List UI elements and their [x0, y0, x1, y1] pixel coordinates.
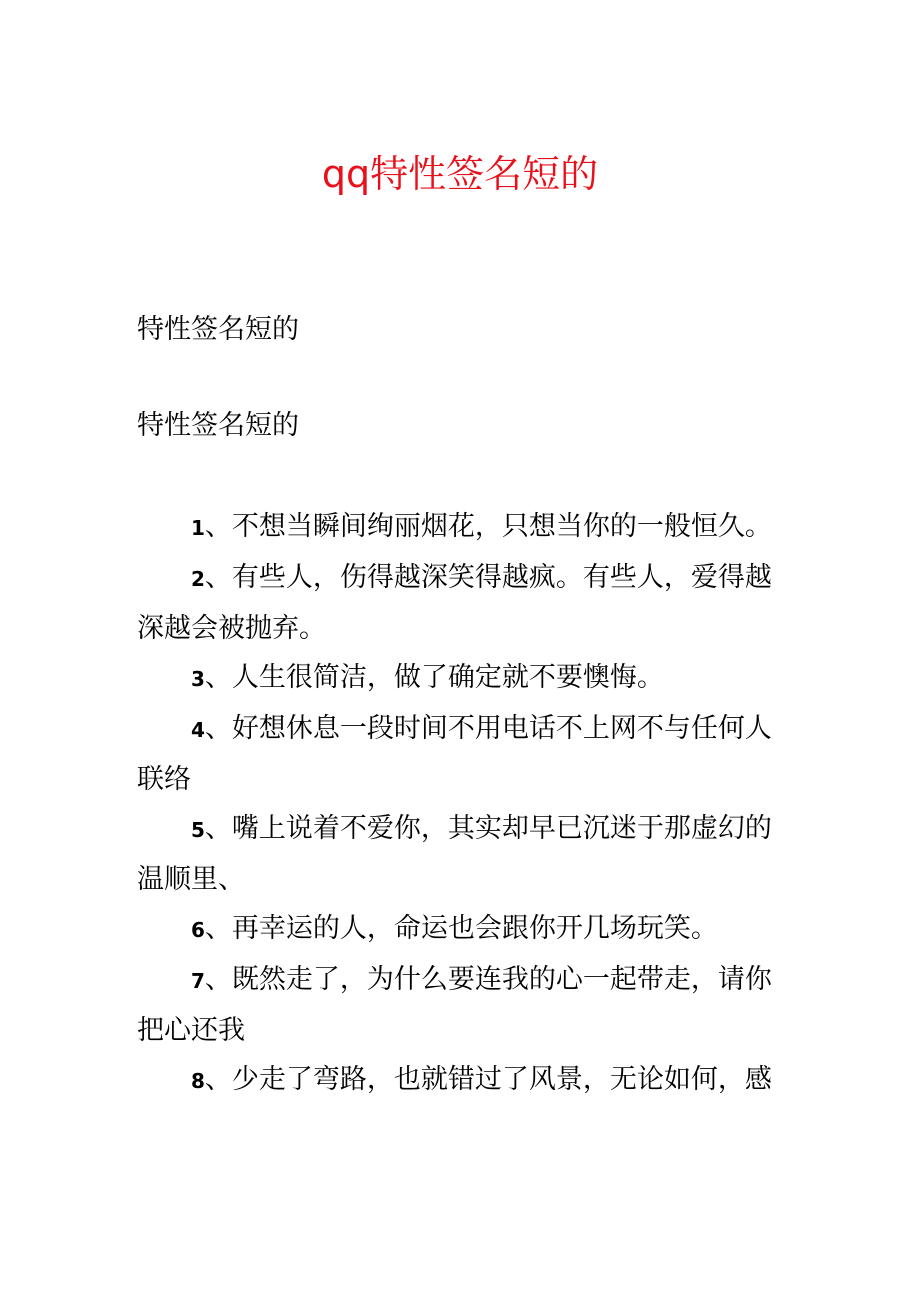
subtitle-2: 特性签名短的: [137, 410, 299, 441]
item-separator: 、: [204, 713, 232, 744]
item-text: 嘴上说着不爱你，其实却早已沉迷于那虚幻的温顺里、: [137, 813, 772, 895]
item-separator: 、: [204, 511, 232, 542]
item-separator: 、: [204, 562, 232, 593]
item-number: 1: [191, 516, 205, 540]
item-text: 有些人，伤得越深笑得越疯。有些人，爱得越深越会被抛弃。: [137, 562, 772, 644]
item-text: 好想休息一段时间不用电话不上网不与任何人联络: [137, 713, 772, 795]
item-separator: 、: [204, 913, 232, 944]
item-separator: 、: [204, 964, 232, 995]
item-number: 4: [191, 718, 205, 742]
item-number: 8: [191, 1069, 205, 1093]
item-text: 不想当瞬间绚丽烟花，只想当你的一般恒久。: [231, 511, 772, 542]
item-text: 既然走了，为什么要连我的心一起带走，请你把心还我: [137, 964, 772, 1046]
item-number: 3: [191, 667, 205, 691]
item-number: 6: [191, 918, 205, 942]
list-item: [137, 904, 787, 955]
signature-list: [137, 502, 787, 1106]
item-text: 人生很简洁，做了确定就不要懊悔。: [231, 662, 664, 693]
list-item: [137, 553, 787, 653]
item-separator: 、: [204, 813, 232, 844]
item-text: 再幸运的人，命运也会跟你开几场玩笑。: [231, 913, 718, 944]
list-item: [137, 502, 787, 553]
list-item: [137, 955, 787, 1055]
list-item: [137, 704, 787, 804]
item-number: 2: [191, 567, 205, 591]
list-item: [137, 653, 787, 704]
item-number: 5: [191, 818, 205, 842]
item-text: 少走了弯路，也就错过了风景，无论如何，感: [231, 1064, 772, 1095]
list-item: [137, 804, 787, 904]
subtitle-1: 特性签名短的: [137, 314, 299, 345]
item-separator: 、: [204, 662, 232, 693]
document-title: qq特性签名短的: [321, 152, 599, 196]
list-item: [137, 1055, 787, 1106]
item-number: 7: [191, 969, 205, 993]
item-separator: 、: [204, 1064, 232, 1095]
